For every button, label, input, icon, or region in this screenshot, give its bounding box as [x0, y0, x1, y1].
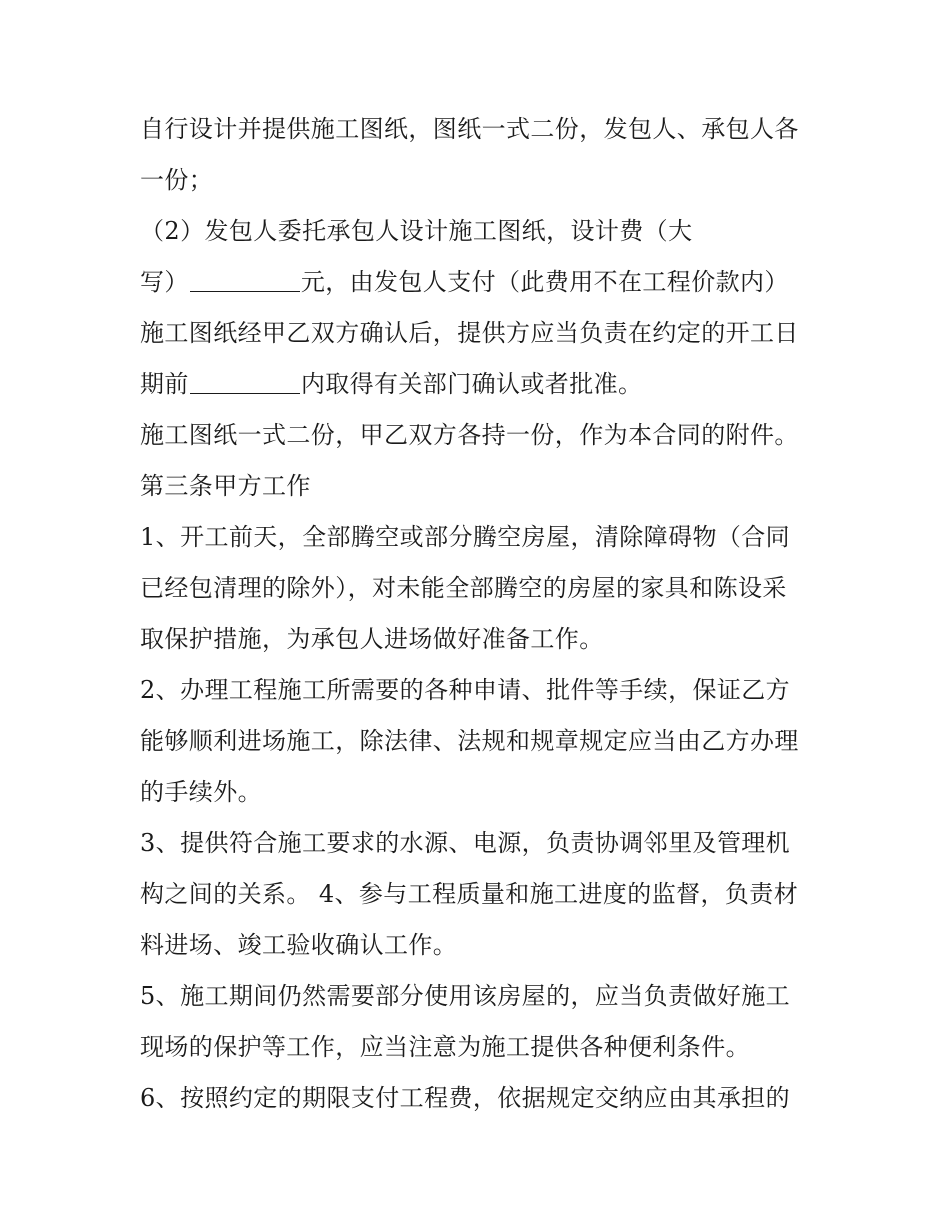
text-line-15: 3、提供符合施工要求的水源、电源，负责协调邻里及管理机 — [140, 829, 791, 857]
text-line-9: 1、开工前天，全部腾空或部分腾空房屋，清除障碍物（合同 — [140, 523, 791, 551]
text-segment: 期前 — [140, 370, 189, 398]
text-line-11: 取保护措施，为承包人进场做好准备工作。 — [140, 625, 604, 653]
text-line-17: 料进场、竣工验收确认工作。 — [140, 931, 458, 959]
text-line-14: 的手续外。 — [140, 778, 262, 806]
text-line-19: 现场的保护等工作，应当注意为施工提供各种便利条件。 — [140, 1033, 750, 1061]
text-line-10: 已经包清理的除外），对未能全部腾空的房屋的家具和陈设采 — [140, 574, 787, 602]
text-line-12: 2、办理工程施工所需要的各种申请、批件等手续，保证乙方 — [140, 676, 791, 704]
text-line-13: 能够顺利进场施工，除法律、法规和规章规定应当由乙方办理 — [140, 727, 799, 755]
text-line-5: 施工图纸经甲乙双方确认后，提供方应当负责在约定的开工日 — [140, 319, 799, 347]
text-line-16: 构之间的关系。 4、参与工程质量和施工进度的监督，负责材 — [140, 880, 799, 908]
text-segment: 写） — [140, 268, 189, 296]
text-line-3: （2）发包人委托承包人设计施工图纸，设计费（大 — [140, 217, 693, 245]
fill-in-blank-deadline — [190, 367, 300, 394]
text-segment: 元，由发包人支付（此费用不在工程价款内） — [300, 268, 789, 296]
fill-in-blank-design-fee — [190, 265, 300, 292]
text-segment: 内取得有关部门确认或者批准。 — [300, 370, 643, 398]
text-line-7: 施工图纸一式二份，甲乙双方各持一份，作为本合同的附件。 — [140, 421, 799, 449]
text-line-4 — [140, 257, 820, 308]
text-line-2: 一份； — [140, 166, 214, 194]
text-line-20: 6、按照约定的期限支付工程费，依据规定交纳应由其承担的 — [140, 1084, 791, 1112]
text-line-1: 自行设计并提供施工图纸，图纸一式二份，发包人、承包人各 — [140, 115, 799, 143]
text-line-18: 5、施工期间仍然需要部分使用该房屋的，应当负责做好施工 — [140, 982, 791, 1010]
text-line-6 — [140, 359, 820, 410]
document-body — [140, 104, 820, 1124]
section-heading: 第三条甲方工作 — [140, 472, 311, 500]
